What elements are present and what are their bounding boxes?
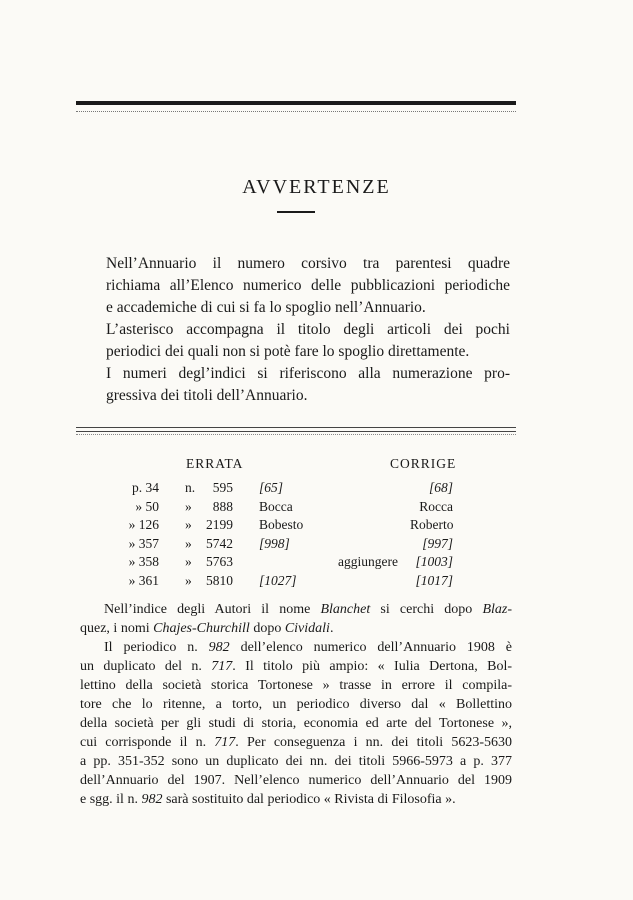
text-line: gressiva dei titoli dell’Annuario.: [106, 387, 308, 404]
text-line: periodici dei quali non si potè fare lo spoglio direttamente.: [106, 343, 470, 360]
addition-note: aggiungere: [338, 554, 398, 569]
errata-value: Bocca: [259, 498, 293, 514]
section-rule-dotted: [76, 434, 516, 435]
errata-row: [0, 554, 633, 573]
text-line: L’asterisco accompagna il titolo degli articoli dei pochi: [106, 321, 510, 338]
number-prefix: »: [185, 572, 192, 588]
text-line: Nell’indice degli Autori il nome Blanchet si cerchi dopo Blaz-: [104, 602, 512, 617]
note-paragraph-1: [80, 600, 512, 638]
note-paragraph-2: [80, 638, 512, 809]
corrige-value: [1003]: [415, 554, 453, 569]
errata-value: [998]: [259, 535, 290, 551]
text-line: dell’Annuario del 1907. Nell’elenco numerico dell’Annuario del 1909: [80, 773, 512, 788]
errata-row: [0, 573, 633, 592]
page-title: AVVERTENZE: [242, 176, 391, 198]
intro-text: [80, 253, 510, 407]
corrige-value: Roberto: [410, 517, 454, 532]
title-number: 5742: [206, 535, 233, 551]
notes-text: [80, 600, 512, 809]
corrige-value: [997]: [422, 535, 453, 551]
text-line: e sgg. il n. 982 sarà sostituito dal periodico « Rivista di Filosofia ».: [80, 792, 456, 807]
text-line: richiama all’Elenco numerico delle pubblicazioni periodiche: [106, 277, 510, 294]
errata-value: [65]: [259, 480, 284, 495]
corrige-value: [1017]: [415, 572, 453, 588]
section-rule: [76, 427, 516, 428]
errata-row: [0, 499, 633, 518]
intro-paragraph-3: [80, 363, 510, 407]
corrige-value: [68]: [428, 480, 453, 495]
title-number: 2199: [206, 517, 233, 532]
number-prefix: »: [185, 535, 192, 551]
errata-row: [0, 480, 633, 499]
errata-value: Bobesto: [259, 517, 304, 532]
text-line: quez, i nomi Chajes-Churchill dopo Cividali.: [80, 621, 334, 636]
title-number: 5763: [206, 554, 233, 569]
intro-paragraph-1: [80, 253, 510, 319]
number-prefix: »: [185, 517, 192, 532]
page-ref: » 50: [135, 498, 159, 514]
corrige-heading: CORRIGE: [390, 456, 457, 471]
errata-table: [0, 480, 633, 591]
top-rule-thin: [76, 111, 516, 112]
number-prefix: n.: [185, 480, 196, 495]
title-number: 888: [212, 498, 233, 514]
page-ref: » 126: [128, 517, 159, 532]
text-line: e accademiche di cui si fa lo spoglio nell’Annuario.: [106, 299, 426, 316]
section-rule: [76, 431, 516, 432]
text-line: cui corrisponde il n. 717. Per conseguenza i nn. dei titoli 5623-5630: [80, 735, 512, 750]
page-ref: » 357: [128, 535, 159, 551]
text-line: lettino della società storica Tortonese » trasse in errore il compila-: [80, 678, 512, 693]
text-line: I numeri degl’indici si riferiscono alla numerazione pro-: [106, 365, 510, 382]
title-number: 5810: [206, 572, 233, 588]
top-rule-thick: [76, 101, 516, 105]
text-line: tore che lo ritenne, a torto, un periodico diverso dal « Bollettino: [80, 697, 512, 712]
title-underline: [277, 211, 315, 213]
errata-row: [0, 536, 633, 555]
text-line: a pp. 351-352 sono un duplicato dei nn. dei titoli 5966-5973 a p. 377: [80, 754, 512, 769]
text-line: della società per gli studi di storia, economia ed arte del Tortonese »,: [80, 716, 512, 731]
errata-heading: ERRATA: [186, 456, 244, 471]
corrige-value: Rocca: [419, 498, 453, 514]
intro-paragraph-2: [80, 319, 510, 363]
text-line: un duplicato del n. 717. Il titolo più ampio: « Iulia Dertona, Bol-: [80, 659, 512, 674]
errata-value: [1027]: [259, 572, 297, 588]
text-line: Nell’Annuario il numero corsivo tra parentesi quadre: [106, 255, 510, 272]
number-prefix: »: [185, 498, 192, 514]
errata-row: [0, 517, 633, 536]
page-ref: » 358: [128, 554, 159, 569]
title-number: 595: [212, 480, 233, 495]
page-ref: » 361: [128, 572, 159, 588]
page-ref: p. 34: [132, 480, 159, 495]
text-line: Il periodico n. 982 dell’elenco numerico dell’Annuario 1908 è: [104, 640, 512, 655]
number-prefix: »: [185, 554, 192, 569]
